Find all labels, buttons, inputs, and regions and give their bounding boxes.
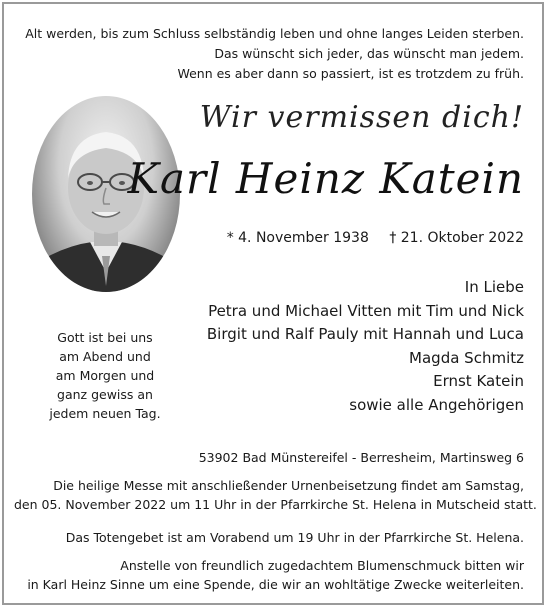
birth-date: * 4. November 1938 <box>226 230 369 246</box>
mourners-line: Ernst Katein <box>433 372 524 390</box>
deceased-name: Karl Heinz Katein <box>127 154 524 203</box>
notice-line: den 05. November 2022 um 11 Uhr in der Pfarrkirche St. Helena in Mutscheid statt. <box>14 497 537 512</box>
life-dates <box>211 230 524 246</box>
verse-line: am Morgen und <box>55 368 155 383</box>
verse-text <box>26 328 184 423</box>
intro-line: Alt werden, bis zum Schluss selbständig leben und ohne langes Leiden sterben. <box>25 26 524 41</box>
donation-notice <box>14 556 524 594</box>
mourners-line: Birgit und Ralf Pauly mit Hannah und Luca <box>206 325 524 343</box>
mourners-line: In Liebe <box>464 278 524 296</box>
mourners-line: Petra und Michael Vitten mit Tim und Nick <box>208 301 524 320</box>
headline: Wir vermissen dich! <box>199 100 524 135</box>
mourners-line: Magda Schmitz <box>409 348 524 367</box>
notice-line: in Karl Heinz Sinne um eine Spende, die wir an wohltätige Zwecke weiterleiten. <box>27 577 524 592</box>
mourners-line: sowie alle Angehörigen <box>349 395 524 414</box>
death-date: † 21. Oktober 2022 <box>389 230 524 246</box>
intro-text <box>24 24 524 84</box>
mourners-list <box>164 276 524 417</box>
funeral-mass-notice <box>14 476 537 514</box>
obituary-card <box>2 2 544 605</box>
intro-line: Das wünscht sich jeder, das wünscht man jedem. <box>214 46 524 61</box>
verse-line: am Abend und <box>59 349 151 364</box>
intro-line: Wenn es aber dann so passiert, ist es trotzdem zu früh. <box>177 66 524 81</box>
notice-line: Anstelle von freundlich zugedachtem Blumenschmuck bitten wir <box>120 558 524 573</box>
notice-line: Die heilige Messe mit anschließender Urnenbeisetzung findet am Samstag, <box>53 478 524 493</box>
prayer-notice <box>14 528 524 547</box>
verse-line: ganz gewiss an <box>57 387 153 402</box>
verse-line: jedem neuen Tag. <box>49 406 161 421</box>
verse-line: Gott ist bei uns <box>57 330 153 345</box>
notice-line: Das Totengebet ist am Vorabend um 19 Uhr in der Pfarrkirche St. Helena. <box>65 530 524 545</box>
family-address: 53902 Bad Münstereifel - Berresheim, Martinsweg 6 <box>198 450 524 465</box>
